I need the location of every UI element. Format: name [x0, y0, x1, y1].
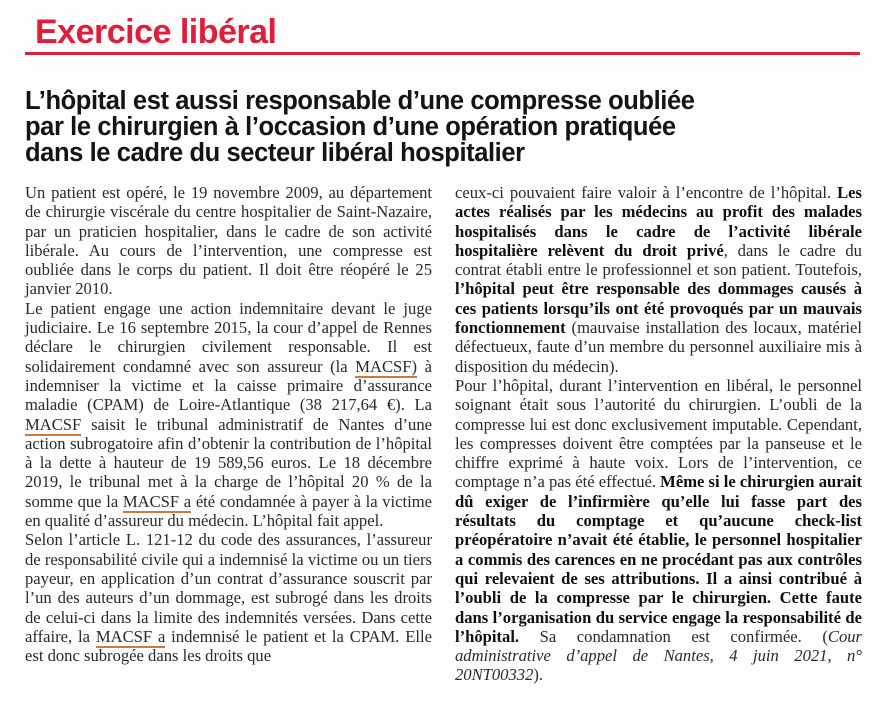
paragraph — [455, 376, 862, 685]
headline-line-3: dans le cadre du secteur libéral hospitalier — [25, 139, 525, 167]
macsf-underlined-term: MACSF a — [123, 492, 191, 514]
article-body — [25, 183, 862, 685]
paragraph — [455, 183, 862, 376]
text-segment: saisit le tribunal administratif de Nantes d’une action subrogatoire afin d’obtenir la contribution de l’hôpital à la dette à hauteur de 19 589,56 euros. Le 18 décembre 2019, le tribunal met à la charge de l’hôpital 20 % de la somme que la — [25, 414, 432, 511]
headline-line-1: L’hôpital est aussi responsable d’une compresse oubliée — [25, 87, 695, 115]
paragraph — [25, 299, 432, 531]
text-segment: Sa condamnation est confirmée. ( — [519, 626, 828, 646]
paragraph — [25, 530, 432, 665]
headline-line-2: par le chirurgien à l’occasion d’une opération pratiquée — [25, 113, 676, 141]
text-segment: l’hôpital peut être responsable des dommages causés à ces patients lorsqu’ils ont été provoqués par un mauvais fonctionnement — [455, 279, 862, 338]
text-segment: Les actes réalisés par les médecins au profit des malades hospitalisés dans le cadre de l’activité libérale hospitalière relèvent du droit privé — [455, 183, 862, 260]
text-segment: Cour administrative d’appel de Nantes, 4 juin 2021, n° 20NT00332 — [455, 626, 862, 685]
text-segment: , dans le cadre du contrat établi entre le professionnel et son patient. Toutefois, — [455, 240, 862, 280]
text-segment: Le patient engage une action indemnitaire devant le juge judiciaire. Le 16 septembre 2015, la cour d’appel de Rennes déclare le chirurgien civilement responsable. Il est solidairement condamné avec son assureur (la — [25, 298, 432, 376]
text-segment: été condamnée à payer à la victime en qualité d’assureur du médecin. L’hôpital fait appel. — [25, 491, 432, 531]
section-header-label: Exercice libéral — [35, 13, 277, 51]
left-column — [25, 183, 432, 685]
text-segment: indemnisé le patient et la CPAM. Elle est donc subrogée dans les droits que — [25, 626, 433, 666]
text-segment: (mauvaise installation des locaux, matériel défectueux, faute d’un membre du personnel auxiliaire mis à disposition du médecin). — [455, 318, 862, 376]
macsf-underlined-term: MACSF a — [96, 627, 166, 649]
paragraph — [25, 183, 432, 299]
macsf-underlined-term: MACSF) — [355, 357, 417, 379]
text-segment: ceux-ci pouvaient faire valoir à l’encontre de l’hôpital. — [455, 183, 838, 202]
article-headline — [25, 88, 862, 166]
text-segment: ). — [533, 665, 544, 685]
section-header — [25, 14, 860, 55]
macsf-underlined-term: MACSF — [25, 415, 81, 437]
right-column — [455, 183, 862, 685]
text-segment: Même si le chirurgien aurait dû exiger de l’infirmière qu’elle lui fasse part des résultats du comptage et qu’aucune check-list préopératoire n’avait été établie, le personnel hospitalier a commis des carences en ne procédant pas aux contrôles qui relevaient de ses attributions. Il a ainsi contribué à l’oubli de la compresse par le chirurgien. Cette faute dans l’organisation du service engage la responsabilité de l’hôpital. — [455, 472, 863, 646]
text-segment: Un patient est opéré, le 19 novembre 2009, au département de chirurgie viscérale du centre hospitalier de Saint-Nazaire, par un praticien hospitalier, dans le cadre de son activité libérale. Au cours de l’intervention, une compresse est oubliée dans le corps du patient. Il doit être réopéré le 25 janvier 2010. — [25, 183, 432, 299]
text-segment: Pour l’hôpital, durant l’intervention en libéral, le personnel soignant était sous l’autorité du chirurgien. L’oubli de la compresse lui est donc exclusivement imputable. Cependant, les compresses doivent être comptées par la panseuse et le chiffre exprimé à haute voix. Lors de l’intervention, ce comptage n’a pas été effectué. — [455, 375, 862, 492]
text-segment: Selon l’article L. 121-12 du code des assurances, l’assureur de responsabilité civile qui a indemnisé la victime ou un tiers payeur, en application d’un contrat d’assurance souscrit par l’un des auteurs d’un dommage, est subrogé dans les droits de celui-ci dans la limite des indemnités versées. Dans cette affaire, la — [25, 530, 432, 646]
text-segment: à indemniser la victime et la caisse primaire d’assurance maladie (CPAM) de Loire-Atlantique (38 217,64 €). La — [25, 356, 432, 415]
